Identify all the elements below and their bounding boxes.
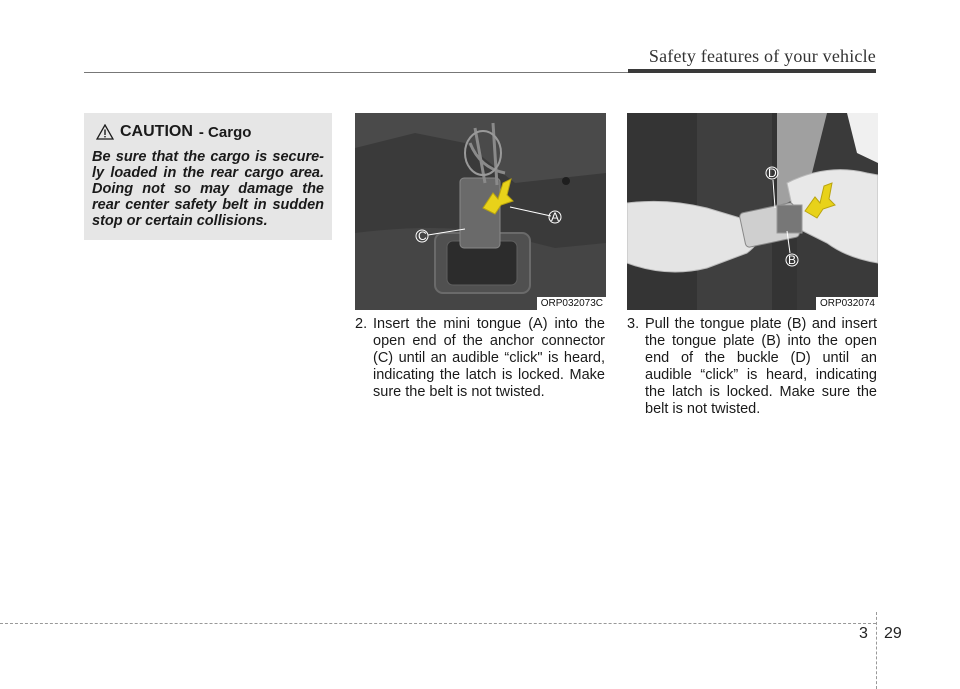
caution-heading — [96, 123, 324, 141]
warning-triangle-icon — [96, 124, 114, 140]
step-number: 3. — [627, 316, 640, 332]
header-rule-accent — [628, 69, 876, 73]
footer-rule — [0, 623, 876, 624]
figure-buckle-illustration — [627, 113, 878, 310]
step-text: Insert the mini tongue (A) into the open end of the anchor connector (C) until an audible “click" is heard, indicating the latch is locked. Make sure the belt is not twisted. — [373, 316, 605, 400]
footer-divider — [876, 612, 877, 689]
callout-d: D — [768, 166, 777, 180]
figure-anchor-illustration — [355, 113, 606, 310]
caution-box — [84, 113, 332, 240]
step-item-2 — [355, 316, 605, 401]
step-item-3 — [627, 316, 877, 418]
figure-code: ORP032074 — [816, 297, 878, 310]
step-text: Pull the tongue plate (B) and insert the tongue plate (B) into the open end of the buckle (D) until an audible “click” is heard, indicating the latch is locked. Make sure the belt is not twisted. — [645, 316, 877, 417]
callout-a: A — [551, 210, 560, 224]
callout-c: C — [418, 229, 427, 243]
chapter-number: 3 — [859, 625, 868, 642]
caution-text: Be sure that the cargo is secure-ly loaded in the rear cargo area. Doing not so may damage the rear center safety belt in sudden stop or certain collisions. — [92, 149, 324, 229]
callout-b: B — [788, 253, 797, 267]
header-title: Safety features of your vehicle — [648, 46, 876, 66]
figure-buckle — [627, 113, 878, 310]
figure-code: ORP032073C — [537, 297, 606, 310]
step-number: 2. — [355, 316, 368, 332]
figure-anchor-connector — [355, 113, 606, 310]
caution-title: CAUTION — [120, 123, 193, 140]
page-number: 29 — [884, 625, 902, 642]
caution-subtitle: - Cargo — [198, 123, 252, 141]
